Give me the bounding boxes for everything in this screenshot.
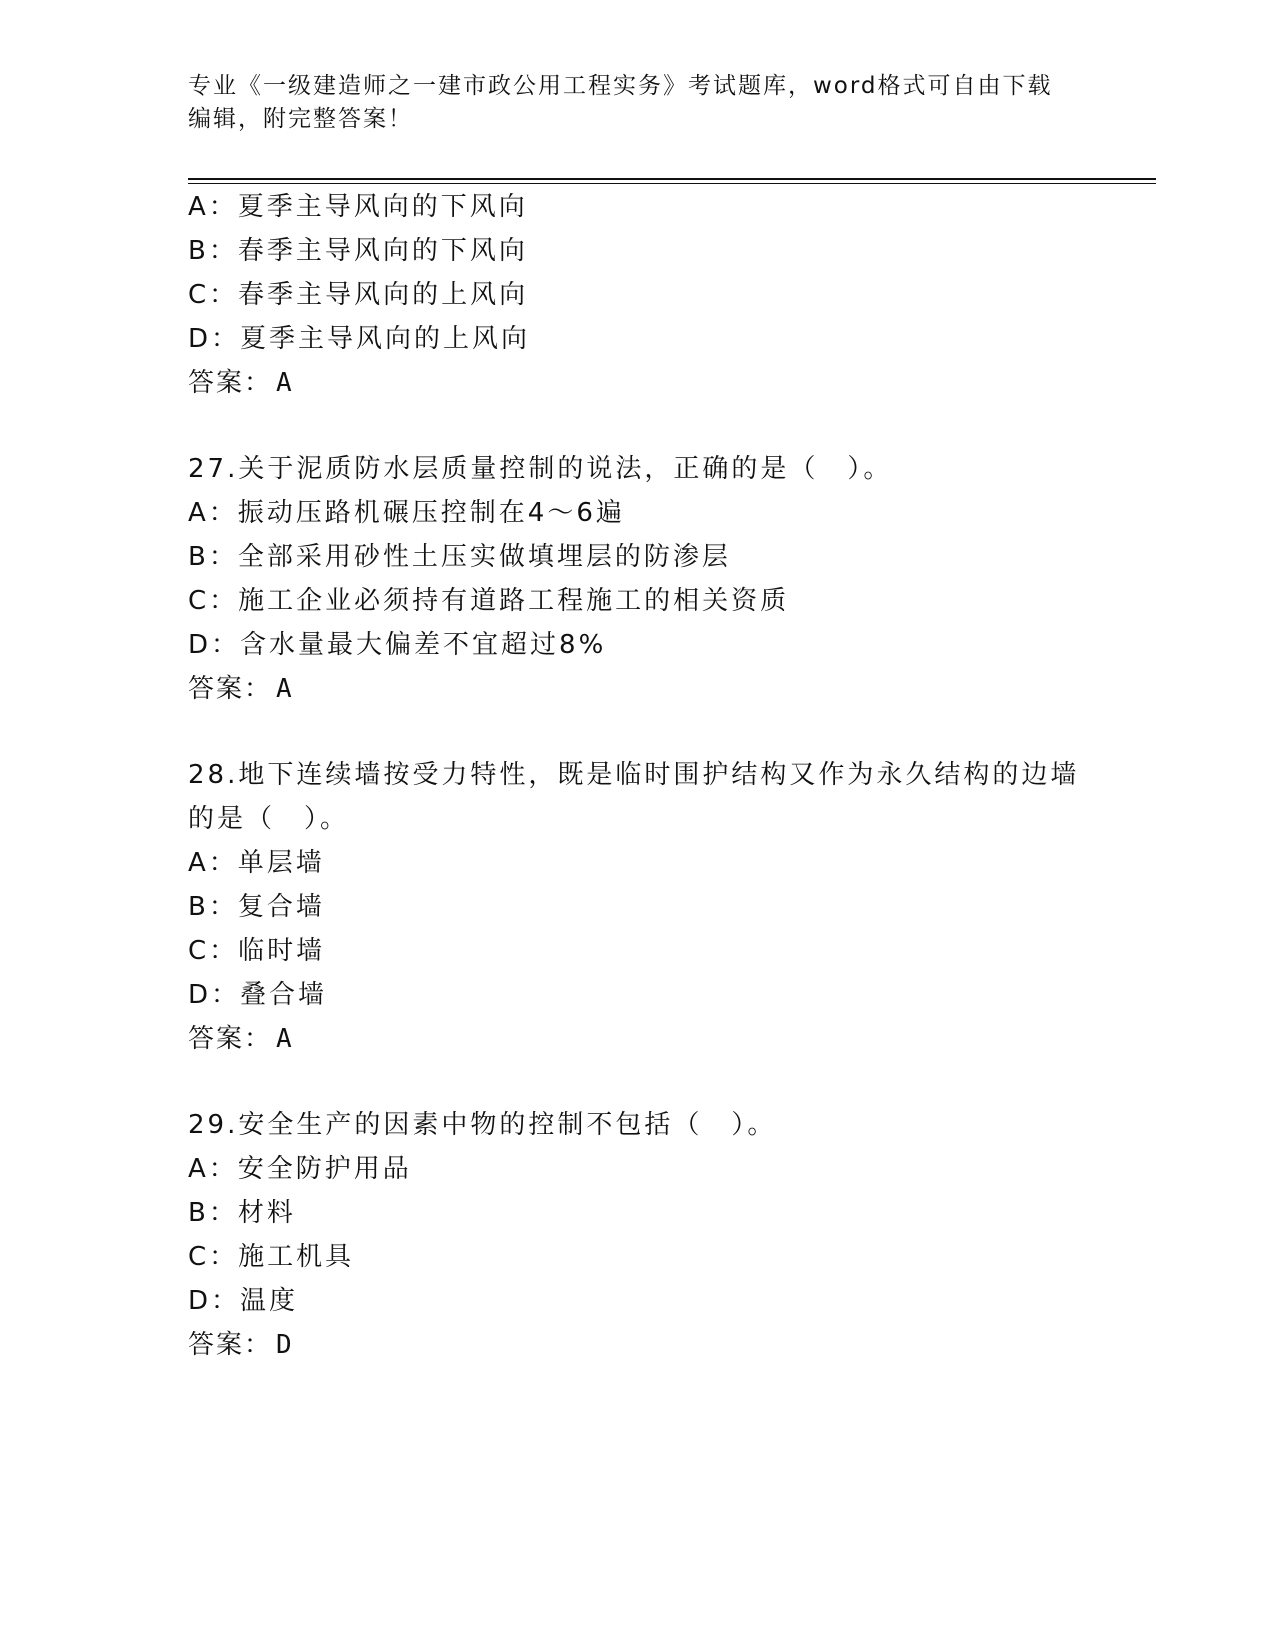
- document-header: 专业《一级建造师之一建市政公用工程实务》考试题库，word格式可自由下载编辑，附完整答案！: [188, 73, 1053, 132]
- option-d: D：叠合墙: [188, 980, 328, 1010]
- answer-label: 答案：: [188, 674, 273, 704]
- option-c: C：施工企业必须持有道路工程施工的相关资质: [188, 586, 790, 616]
- answer-value: A: [276, 674, 295, 704]
- option-a: A：振动压路机碾压控制在4～6遍: [188, 498, 625, 528]
- option-d: D：温度: [188, 1286, 299, 1316]
- option-a: A：单层墙: [188, 848, 325, 878]
- option-c: C：春季主导风向的上风向: [188, 280, 529, 310]
- option-a: A：安全防护用品: [188, 1154, 412, 1184]
- answer-value: A: [276, 1024, 295, 1054]
- question-28-continued: 的是（ ）。: [188, 804, 350, 834]
- option-a: A：夏季主导风向的下风向: [188, 192, 528, 222]
- answer-line: [188, 1328, 1088, 1362]
- answer-label: 答案：: [188, 368, 273, 398]
- answer-label: 答案：: [188, 1330, 273, 1360]
- option-b: B：春季主导风向的下风向: [188, 236, 528, 266]
- answer-line: [188, 672, 1088, 706]
- question-28: 28.地下连续墙按受力特性，既是临时围护结构又作为永久结构的边墙: [188, 760, 1080, 790]
- option-d: D：含水量最大偏差不宜超过8%: [188, 630, 607, 660]
- option-b: B：复合墙: [188, 892, 325, 922]
- answer-value: A: [276, 368, 295, 398]
- option-b: B：全部采用砂性土压实做填埋层的防渗层: [188, 542, 731, 572]
- question-27: 27.关于泥质防水层质量控制的说法，正确的是（ ）。: [188, 454, 893, 484]
- answer-value: D: [276, 1330, 295, 1360]
- option-c: C：临时墙: [188, 936, 326, 966]
- option-d: D：夏季主导风向的上风向: [188, 324, 531, 354]
- option-b: B：材料: [188, 1198, 296, 1228]
- header-divider: [188, 178, 1156, 180]
- option-c: C：施工机具: [188, 1242, 355, 1272]
- answer-line: [188, 1022, 1088, 1056]
- header-divider-thin: [188, 183, 1156, 184]
- answer-label: 答案：: [188, 1024, 273, 1054]
- answer-line: [188, 366, 1088, 400]
- question-29: 29.安全生产的因素中物的控制不包括（ ）。: [188, 1110, 777, 1140]
